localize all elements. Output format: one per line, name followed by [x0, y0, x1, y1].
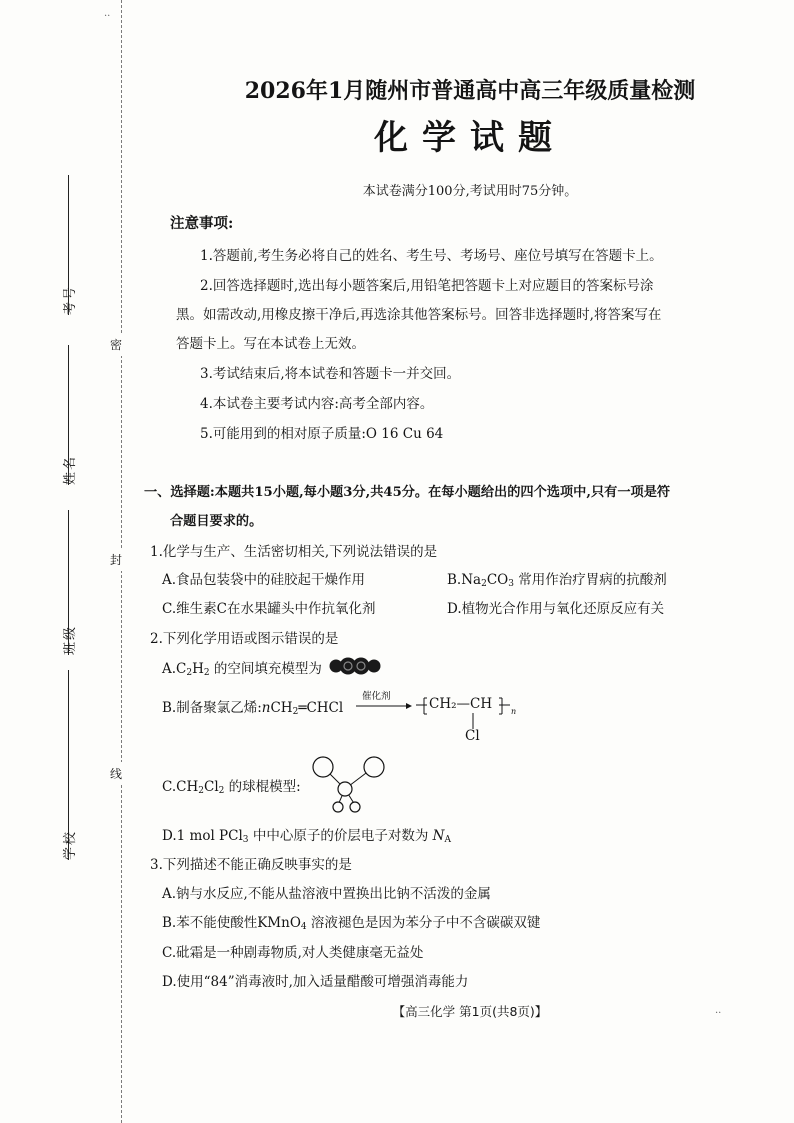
q3-option-d: D.使用“84”消毒液时,加入适量醋酸可增强消毒能力: [162, 974, 469, 990]
field-class[interactable]: [50, 510, 110, 655]
notice-item-3: 3.考试结束后,将本试卷和答题卡一并交回。: [200, 366, 461, 382]
q2-option-c: $C.CH_2Cl_2$ 的球棍模型:: [162, 779, 301, 796]
subject-title: 化学试题: [374, 118, 566, 158]
polymer-degree: n: [511, 707, 517, 716]
polymer-bracket-left: [414, 695, 428, 717]
exam-info: 本试卷满分100分,考试用时75分钟。: [362, 184, 578, 199]
field-label-exam-number: 考号: [63, 284, 78, 315]
notice-item-5: 5.可能用到的相对原子质量:O 16 Cu 64: [200, 426, 444, 442]
notice-item-2-cont: 黑。如需改动,用橡皮擦干净后,再选涂其他答案标号。回答非选择题时,将答案写在: [176, 307, 662, 323]
cl-bond-line: [470, 713, 476, 729]
seal-char-mi: 密: [110, 333, 122, 356]
polymer-bracket-right: [498, 695, 512, 717]
field-school[interactable]: [50, 670, 110, 860]
seal-char-feng: 封: [110, 548, 122, 571]
polymer-cl-substituent: Cl: [465, 728, 480, 744]
q1-option-d: D.植物光合作用与氧化还原反应有关: [447, 601, 665, 617]
footer-dots: ..: [715, 1005, 722, 1016]
notice-item-2: 2.回答选择题时,选出每小题答案后,用铅笔把答题卡上对应题目的答案标号涂: [200, 278, 654, 294]
q2-stem: 2.下列化学用语或图示错误的是: [150, 631, 339, 647]
notice-item-2-end: 答题卡上。写在本试卷上无效。: [176, 336, 365, 352]
q2-option-b: B.制备聚氯乙烯:nCH$_2$═CHCl: [162, 700, 344, 717]
section1-heading: 一、选择题:本题共15小题,每小题3分,共45分。在每小题给出的四个选项中,只有一项是符: [144, 485, 671, 500]
field-label-school: 学校: [63, 829, 78, 860]
field-exam-number[interactable]: [50, 175, 110, 315]
q3-stem: 3.下列描述不能正确反映事实的是: [150, 857, 352, 873]
polymer-repeat-unit: CH₂—CH: [429, 696, 493, 712]
field-label-name: 姓名: [63, 454, 78, 485]
field-label-class: 班级: [63, 624, 78, 655]
q1-option-c: C.维生素C在水果罐头中作抗氧化剂: [162, 601, 376, 617]
q3-option-c: C.砒霜是一种剧毒物质,对人类健康毫无益处: [162, 945, 424, 961]
q1-option-a: A.食品包装袋中的硅胶起干燥作用: [162, 572, 366, 588]
page-footer: 【高三化学 第1页(共8页)】: [392, 1004, 548, 1019]
q1-option-b: $B.Na_2CO_3$ 常用作治疗胃病的抗酸剂: [447, 572, 667, 589]
q1-stem: 1.化学与生产、生活密切相关,下列说法错误的是: [150, 544, 438, 560]
ch2cl2-ball-and-stick-model: [308, 752, 388, 818]
notice-heading: 注意事项:: [170, 215, 234, 232]
edge-mark: ..: [104, 8, 111, 19]
notice-item-1: 1.答题前,考生务必将自己的姓名、考生号、考场号、座位号填写在答题卡上。: [200, 248, 663, 264]
q2-option-d: D.1 mol PCl$_3$ 中中心原子的价层电子对数为 $N_A$: [162, 828, 451, 845]
catalyst-label: 催化剂: [362, 691, 391, 702]
exam-title: 2026年1月随州市普通高中高三年级质量检测: [244, 78, 696, 104]
field-name[interactable]: [50, 345, 110, 485]
seal-char-xian: 线: [110, 762, 122, 785]
q2-option-a: $A.C_2H_2$ 的空间填充模型为: [162, 661, 322, 678]
reaction-arrow: [356, 700, 412, 712]
q3-option-b: B.苯不能使酸性KMnO$_4$ 溶液褪色是因为苯分子中不含碳碳双键: [162, 915, 541, 932]
c2h2-space-filling-model: [328, 656, 384, 676]
section1-heading-cont: 合题目要求的。: [170, 514, 263, 529]
notice-item-4: 4.本试卷主要考试内容:高考全部内容。: [200, 396, 434, 412]
q3-option-a: A.钠与水反应,不能从盐溶液中置换出比钠不活泼的金属: [162, 886, 491, 902]
